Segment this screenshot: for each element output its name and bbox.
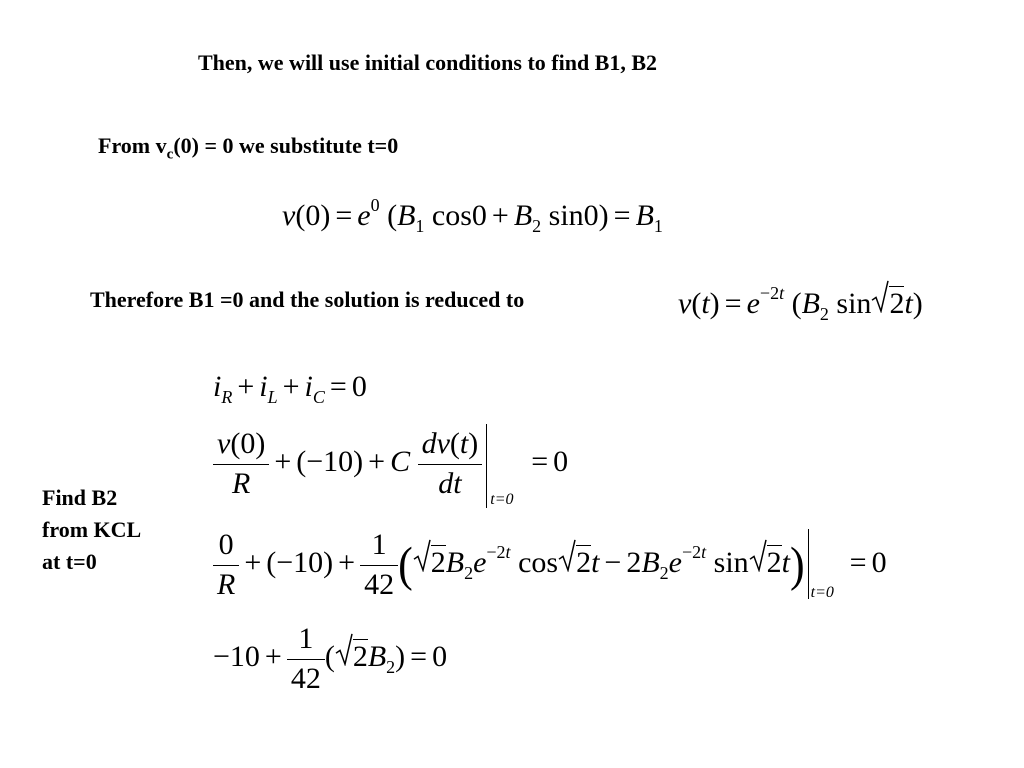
initial-condition-rest: (0) = 0 we substitute t=0	[173, 133, 399, 158]
kcl-equation-3: $\frac{0}{R}$ + (−10) + $\frac{1}{42}$ ( $2B_2e^{-2t}$ cos $2t - 2B_2e^{-2t}$ sin 2t) t=0 = 0	[213, 528, 887, 602]
therefore-text: Therefore B1 =0 and the solution is reduced to	[90, 287, 525, 312]
reduced-solution-equation: $v(t) = e^{-2t}$ ($B_2$ sin 2t)	[678, 284, 923, 323]
slide-heading: Then, we will use initial conditions to find B1, B2	[198, 50, 658, 75]
initial-condition-subscript: c	[166, 146, 174, 163]
initial-condition-prefix: From v	[98, 133, 167, 158]
equation-v0: $v(0) = e^0$ ($B_1$ $\cos 0 + B_2$ $\sin 0) = B_1$	[282, 195, 663, 236]
kcl-equation-2: $\frac{v(0)}{R}$ + (−10) + C $\frac{dv(t)}{dt}$ t=0 = 0	[213, 424, 568, 504]
side-label-line-2: from KCL	[42, 517, 142, 542]
kcl-equation-4: −10 + $\frac{1}{42}$ ( $2B_2) = 0$	[213, 622, 448, 695]
side-label-line-3: at t=0	[42, 549, 97, 574]
kcl-equation-1: $i_R + i_L + i_C = 0$	[213, 370, 367, 407]
side-label	[42, 482, 141, 578]
initial-condition-line	[98, 133, 398, 163]
side-label-line-1: Find B2	[42, 485, 118, 510]
